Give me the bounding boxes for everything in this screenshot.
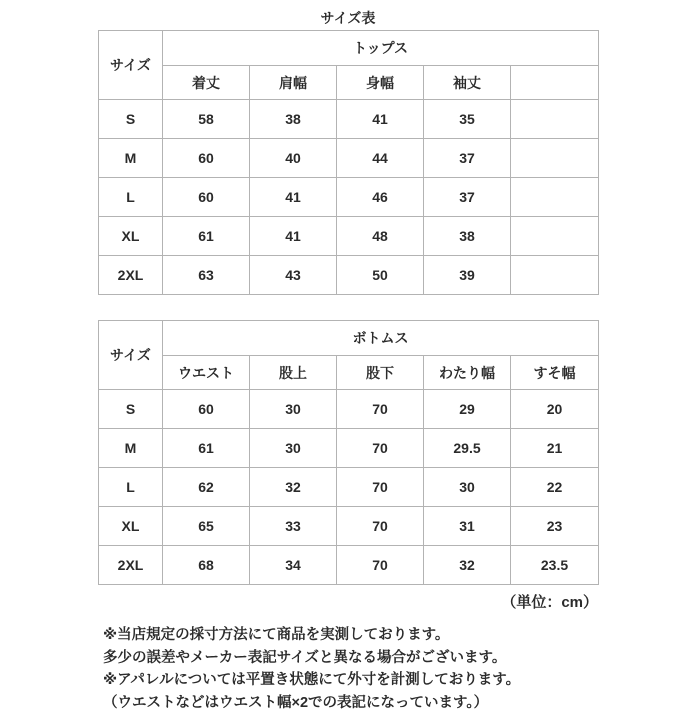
value-cell: 32 xyxy=(250,468,337,507)
value-cell: 44 xyxy=(337,139,424,178)
value-cell: 43 xyxy=(250,256,337,295)
note-line: ※アパレルについては平置き状態にて外寸を計測しております。 xyxy=(103,669,598,692)
value-cell: 31 xyxy=(424,507,511,546)
tops-size-table xyxy=(98,30,599,295)
bottoms-size-header-cell: サイズ xyxy=(99,321,163,390)
size-cell: S xyxy=(99,390,163,429)
value-cell xyxy=(511,139,599,178)
value-cell: 41 xyxy=(250,178,337,217)
value-cell: 46 xyxy=(337,178,424,217)
size-cell: S xyxy=(99,100,163,139)
column-header-cell: ウエスト xyxy=(163,356,250,390)
value-cell: 48 xyxy=(337,217,424,256)
value-cell: 60 xyxy=(163,178,250,217)
value-cell: 30 xyxy=(250,429,337,468)
tops-group-header-cell: トップス xyxy=(163,31,599,66)
column-header-cell: 肩幅 xyxy=(250,66,337,100)
value-cell: 34 xyxy=(250,546,337,585)
value-cell: 38 xyxy=(250,100,337,139)
size-cell: 2XL xyxy=(99,256,163,295)
table-row xyxy=(99,507,599,546)
table-row xyxy=(99,546,599,585)
table-row xyxy=(99,390,599,429)
column-header-cell: わたり幅 xyxy=(424,356,511,390)
value-cell: 65 xyxy=(163,507,250,546)
page-title: サイズ表 xyxy=(98,0,598,28)
value-cell: 40 xyxy=(250,139,337,178)
size-cell: L xyxy=(99,178,163,217)
value-cell: 70 xyxy=(337,468,424,507)
value-cell: 70 xyxy=(337,507,424,546)
value-cell: 62 xyxy=(163,468,250,507)
size-cell: XL xyxy=(99,507,163,546)
table-row xyxy=(99,468,599,507)
table-row xyxy=(99,139,599,178)
column-header-cell: 股上 xyxy=(250,356,337,390)
column-header-cell: 袖丈 xyxy=(424,66,511,100)
value-cell: 60 xyxy=(163,390,250,429)
bottoms-group-header-row xyxy=(99,321,599,356)
bottoms-column-header-row xyxy=(99,356,599,390)
value-cell: 70 xyxy=(337,429,424,468)
value-cell: 70 xyxy=(337,390,424,429)
value-cell: 63 xyxy=(163,256,250,295)
size-cell: L xyxy=(99,468,163,507)
value-cell: 22 xyxy=(511,468,599,507)
value-cell: 41 xyxy=(337,100,424,139)
table-row xyxy=(99,429,599,468)
value-cell: 58 xyxy=(163,100,250,139)
size-cell: XL xyxy=(99,217,163,256)
content-wrap xyxy=(98,0,598,714)
column-header-cell: 身幅 xyxy=(337,66,424,100)
bottoms-group-header-cell: ボトムス xyxy=(163,321,599,356)
note-line: （ウエストなどはウエスト幅×2での表記になっています。） xyxy=(103,692,598,714)
value-cell xyxy=(511,178,599,217)
value-cell: 30 xyxy=(250,390,337,429)
note-line: 多少の誤差やメーカー表記サイズと異なる場合がございます。 xyxy=(103,647,598,670)
value-cell: 39 xyxy=(424,256,511,295)
value-cell: 68 xyxy=(163,546,250,585)
value-cell: 70 xyxy=(337,546,424,585)
bottoms-size-table xyxy=(98,320,599,585)
value-cell: 21 xyxy=(511,429,599,468)
value-cell: 50 xyxy=(337,256,424,295)
value-cell: 29.5 xyxy=(424,429,511,468)
value-cell: 33 xyxy=(250,507,337,546)
value-cell: 37 xyxy=(424,178,511,217)
tops-group-header-row xyxy=(99,31,599,66)
value-cell: 60 xyxy=(163,139,250,178)
tops-size-header-cell: サイズ xyxy=(99,31,163,100)
table-row xyxy=(99,100,599,139)
value-cell: 23 xyxy=(511,507,599,546)
table-row xyxy=(99,217,599,256)
note-line: ※当店規定の採寸方法にて商品を実測しております。 xyxy=(103,624,598,647)
table-row xyxy=(99,256,599,295)
value-cell: 23.5 xyxy=(511,546,599,585)
value-cell: 38 xyxy=(424,217,511,256)
column-header-cell: 着丈 xyxy=(163,66,250,100)
value-cell xyxy=(511,217,599,256)
column-header-cell xyxy=(511,66,599,100)
size-cell: 2XL xyxy=(99,546,163,585)
size-cell: M xyxy=(99,139,163,178)
unit-label: （単位：cm） xyxy=(98,591,598,612)
value-cell: 20 xyxy=(511,390,599,429)
value-cell: 61 xyxy=(163,217,250,256)
table-row xyxy=(99,178,599,217)
value-cell: 37 xyxy=(424,139,511,178)
value-cell xyxy=(511,256,599,295)
value-cell: 35 xyxy=(424,100,511,139)
size-cell: M xyxy=(99,429,163,468)
value-cell: 30 xyxy=(424,468,511,507)
value-cell: 41 xyxy=(250,217,337,256)
value-cell: 32 xyxy=(424,546,511,585)
value-cell: 29 xyxy=(424,390,511,429)
tops-column-header-row xyxy=(99,66,599,100)
column-header-cell: すそ幅 xyxy=(511,356,599,390)
value-cell xyxy=(511,100,599,139)
measurement-notes xyxy=(103,624,598,714)
value-cell: 61 xyxy=(163,429,250,468)
column-header-cell: 股下 xyxy=(337,356,424,390)
